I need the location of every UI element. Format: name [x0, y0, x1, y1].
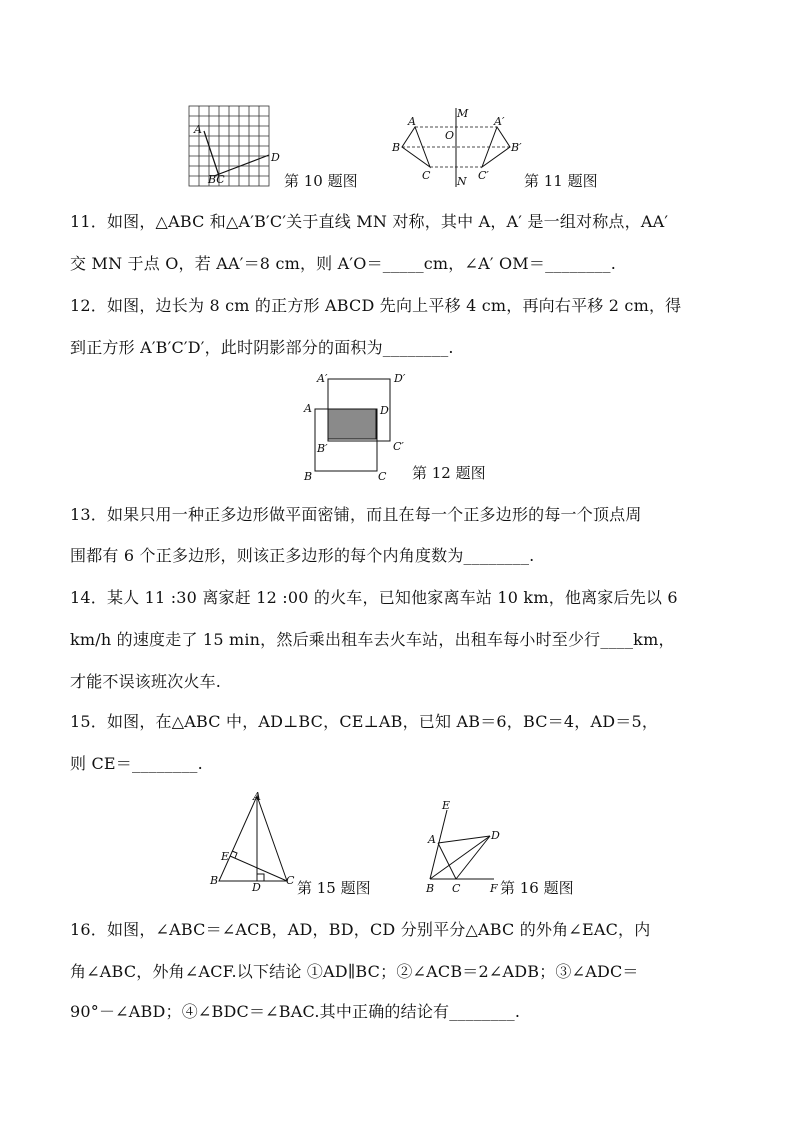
question-12-line-1: 12．如图，边长为 8 cm 的正方形 ABCD 先向上平移 4 cm，再向右平移 2 cm，得 [70, 296, 682, 315]
fig12-label-d: D [380, 404, 389, 417]
question-11-line-1: 11．如图，△ABC 和△A′B′C′关于直线 MN 对称，其中 A，A′ 是一组对称点，AA′ [70, 212, 669, 231]
fig12-label-a2: A′ [317, 372, 328, 385]
question-16-line-2: 角∠ABC，外角∠ACF.以下结论 ①AD∥BC；②∠ACB＝2∠ADB；③∠ADC＝ [70, 962, 639, 981]
fig15-label-e: E [221, 850, 230, 863]
fig16-label-c: C [452, 882, 461, 895]
fig11-label-m: M [457, 107, 469, 120]
fig15-caption: 第 15 题图 [297, 879, 371, 897]
question-12-line-2: 到正方形 A′B′C′D′，此时阴影部分的面积为________. [70, 338, 454, 357]
figure-10 [186, 103, 284, 191]
question-14-line-1: 14．某人 11 :30 离家赶 12 :00 的火车，已知他家离车站 10 km，他离家后先以 6 [70, 588, 678, 607]
fig12-label-b2: B′ [317, 442, 328, 455]
question-13-line-1: 13．如果只用一种正多边形做平面密铺，而且在每一个正多边形的每一个顶点周 [70, 505, 642, 524]
fig11-label-b: B [392, 141, 401, 154]
fig15-label-d: D [252, 881, 261, 894]
fig10-label-d: D [271, 151, 280, 164]
question-15-line-1: 15．如图，在△ABC 中，AD⊥BC，CE⊥AB，已知 AB＝6，BC＝4，AD＝5， [70, 712, 659, 731]
fig11-label-a2: A′ [494, 115, 505, 128]
question-13-line-2: 围都有 6 个正多边形，则该正多边形的每个内角度数为________. [70, 546, 535, 565]
fig10-label-a: A [194, 123, 202, 136]
fig10-label-bc: BC [208, 173, 225, 186]
fig16-label-e: E [442, 799, 451, 812]
fig11-label-o: O [445, 129, 455, 142]
fig11-caption: 第 11 题图 [524, 172, 598, 190]
fig11-label-a: A [408, 115, 416, 128]
fig11-label-c2: C′ [478, 169, 489, 182]
question-16-line-3: 90°－∠ABD；④∠BDC＝∠BAC.其中正确的结论有________. [70, 1002, 521, 1021]
fig16-label-a: A [428, 833, 436, 846]
figure-11 [388, 105, 528, 190]
figure-15 [205, 790, 301, 894]
fig10-caption: 第 10 题图 [284, 172, 358, 190]
fig16-label-f: F [490, 882, 498, 895]
fig11-label-c: C [422, 169, 431, 182]
question-11-line-2: 交 MN 于点 O，若 AA′＝8 cm，则 A′O＝_____cm，∠A′ OM＝________. [70, 254, 616, 273]
fig11-label-b2: B′ [511, 141, 522, 154]
question-15-line-2: 则 CE＝________. [70, 754, 203, 773]
question-14-line-2: km/h 的速度走了 15 min，然后乘出租车去火车站，出租车每小时至少行____km， [70, 630, 675, 649]
fig12-caption: 第 12 题图 [412, 464, 486, 482]
fig15-label-b: B [210, 874, 219, 887]
question-16-line-1: 16．如图，∠ABC＝∠ACB，AD，BD，CD 分别平分△ABC 的外角∠EAC，内 [70, 920, 651, 939]
fig16-label-b: B [426, 882, 435, 895]
question-14-line-3: 才能不误该班次火车. [70, 672, 222, 691]
fig16-caption: 第 16 题图 [500, 879, 574, 897]
fig12-label-a: A [304, 402, 312, 415]
fig12-label-c2: C′ [393, 440, 404, 453]
fig15-label-c: C [286, 874, 295, 887]
figure-12 [300, 368, 410, 483]
fig15-label-a: A [253, 790, 261, 803]
fig12-label-b: B [304, 470, 313, 483]
fig16-label-d: D [491, 829, 500, 842]
figure-16 [420, 797, 502, 895]
fig11-label-n: N [457, 175, 467, 188]
fig12-label-d2: D′ [394, 372, 406, 385]
fig12-label-c: C [378, 470, 387, 483]
